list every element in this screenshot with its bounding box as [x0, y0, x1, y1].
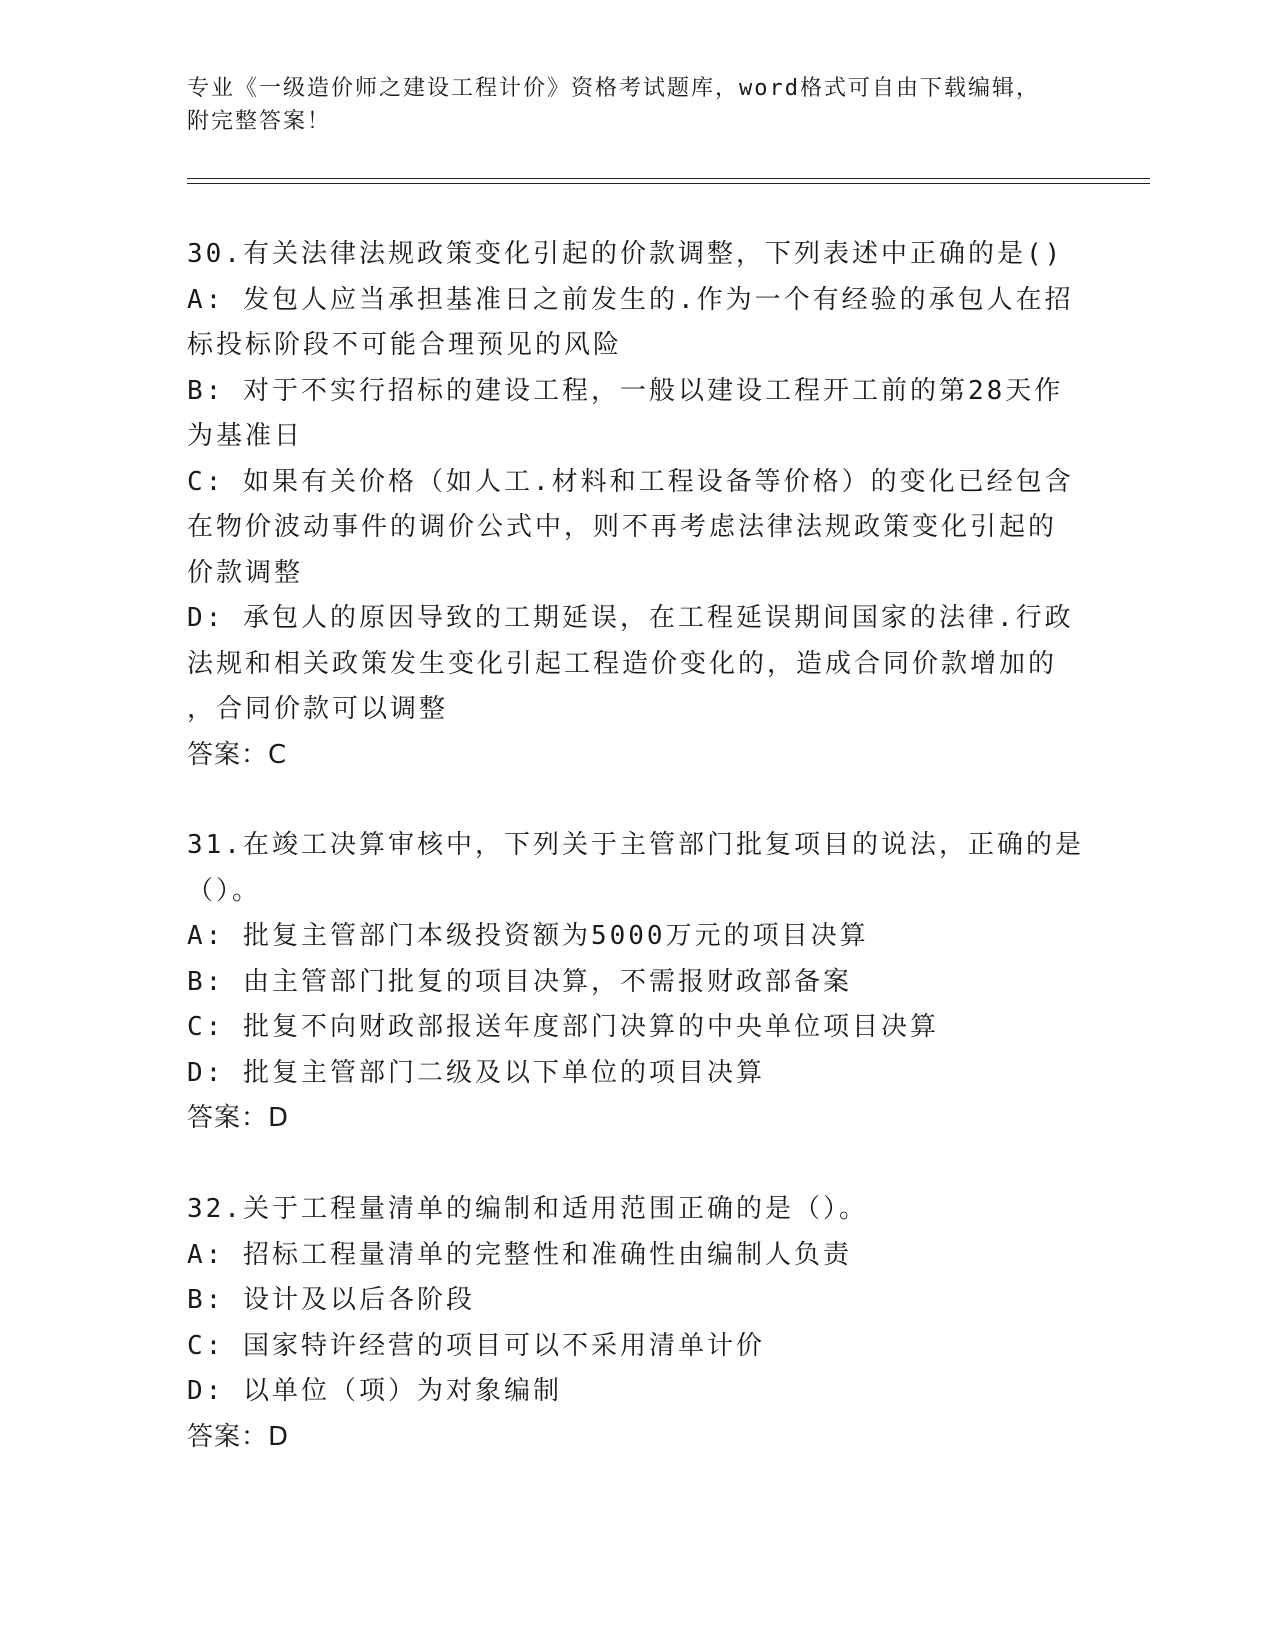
option-d-continued: 法规和相关政策发生变化引起工程造价变化的，造成合同价款增加的: [187, 648, 1058, 679]
question-31: [187, 823, 1084, 1142]
option-c-continued: 在物价波动事件的调价公式中，则不再考虑法律法规政策变化引起的: [187, 512, 1058, 542]
header-line: 专业《一级造价师之建设工程计价》资格考试题库，word格式可自由下载编辑，: [187, 76, 1040, 101]
question-stem: 31.在竣工决算审核中，下列关于主管部门批复项目的说法，正确的是: [187, 830, 1084, 860]
option-d: D: 批复主管部门二级及以下单位的项目决算: [187, 1057, 765, 1088]
option-b: B: 对于不实行招标的建设工程，一般以建设工程开工前的第28天作: [187, 375, 1064, 406]
option-b-continued: 为基准日: [187, 421, 304, 451]
question-30: [187, 232, 1074, 778]
question-32: [187, 1187, 1067, 1460]
question-stem: 30.有关法律法规政策变化引起的价款调整，下列表述中正确的是(): [187, 239, 1064, 269]
option-a: A: 批复主管部门本级投资额为5000万元的项目决算: [187, 921, 869, 951]
question-stem: 32.关于工程量清单的编制和适用范围正确的是（）。: [187, 1194, 868, 1224]
option-a: A: 招标工程量清单的完整性和准确性由编制人负责: [187, 1239, 852, 1270]
option-c-continued: 价款调整: [187, 557, 304, 588]
option-a-continued: 标投标阶段不可能合理预见的风险: [187, 330, 623, 360]
header-line: 附完整答案！: [187, 109, 332, 134]
question-stem-continued: （）。: [187, 875, 262, 906]
option-c: C: 国家特许经营的项目可以不采用清单计价: [187, 1330, 765, 1361]
option-b: B: 由主管部门批复的项目决算，不需报财政部备案: [187, 966, 852, 997]
option-a: A: 发包人应当承担基准日之前发生的.作为一个有经验的承包人在招: [187, 284, 1074, 315]
document-header: [187, 72, 1087, 138]
answer-label: 答案：D: [187, 1421, 290, 1452]
option-c: C: 批复不向财政部报送年度部门决算的中央单位项目决算: [187, 1012, 939, 1042]
option-d: D: 承包人的原因导致的工期延误，在工程延误期间国家的法律.行政: [187, 603, 1074, 633]
header-divider: [187, 178, 1150, 179]
option-d-continued: ，合同价款可以调整: [187, 694, 449, 724]
option-c: C: 如果有关价格（如人工.材料和工程设备等价格）的变化已经包含: [187, 466, 1074, 497]
answer-label: 答案：C: [187, 739, 288, 770]
header-divider: [187, 183, 1150, 184]
answer-label: 答案：D: [187, 1103, 290, 1133]
option-d: D: 以单位（项）为对象编制: [187, 1376, 562, 1406]
option-b: B: 设计及以后各阶段: [187, 1285, 475, 1315]
